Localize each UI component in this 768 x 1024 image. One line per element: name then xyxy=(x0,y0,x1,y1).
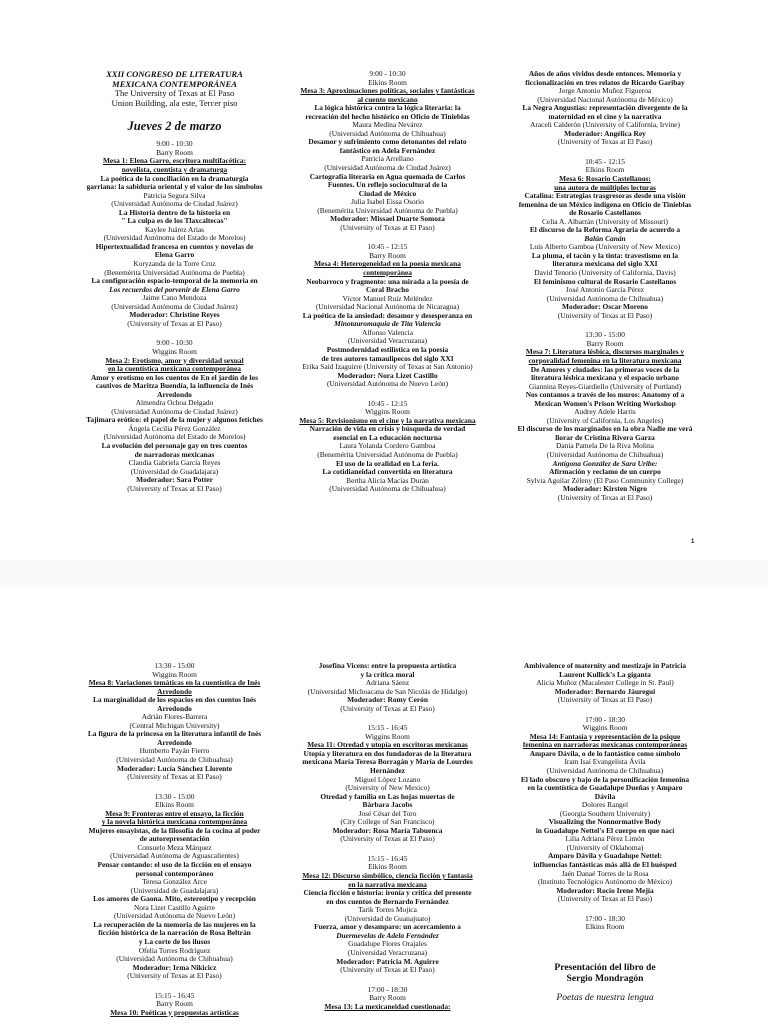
session-time: 15:15 - 16:45 xyxy=(154,990,195,1000)
paper-title: Nos contamos a través de los muros: Anatomy of a xyxy=(525,390,685,400)
session-list xyxy=(505,70,705,502)
page2-column-2 xyxy=(285,662,490,1011)
author-affiliation: Guadalupe Flores Orajales xyxy=(348,939,427,949)
session-room: Wiggins Room xyxy=(365,407,410,417)
paper-title: en la cuentística de Guadalupe Dueñas y Amparo xyxy=(527,783,683,793)
paper-title: Utopía y literatura en dos fundadoras de la literatura xyxy=(303,748,472,758)
author-affiliation: Dolores Rangel xyxy=(581,800,629,810)
session-room: Wiggins Room xyxy=(365,731,410,741)
session-block xyxy=(63,140,286,328)
author-affiliation: (Universidad Autónoma de Ciudad Juárez) xyxy=(111,406,238,416)
session-time: 9:00 - 10:30 xyxy=(156,139,193,149)
paper-title: Josefina Vicens: entre la propuesta artística xyxy=(318,661,457,670)
author-affiliation: (University of Texas at El Paso) xyxy=(340,222,435,232)
author-affiliation: (Universidad Michoacana de San Nicolás de Hidalgo) xyxy=(307,686,468,696)
paper-title: Moderador: Irma Nikicicz xyxy=(132,962,217,972)
author-affiliation: (Universidad Veracruzana) xyxy=(347,947,428,957)
session-time: 17:00 - 18:30 xyxy=(585,714,625,724)
session-title: Mesa 12: Discurso simbólico, ciencia ficción y fantasía xyxy=(302,871,473,881)
session-time: 13:30 - 15:00 xyxy=(585,330,625,340)
paper-title: Moderador: Angélica Rey xyxy=(564,128,646,138)
paper-title: Dávila xyxy=(594,791,616,801)
session-room: Barry Room xyxy=(156,999,193,1009)
author-affiliation: (Universidad Autónoma de Chihuahua) xyxy=(116,954,233,964)
author-affiliation: Lilia Adriana Pérez Limón xyxy=(565,834,645,844)
author-affiliation: Ofelia Torres Rodríguez xyxy=(138,945,211,955)
program-page-2 xyxy=(0,588,768,1024)
session-title: Mesa 5: Revisionismo en el cine y la narrativa mexicana xyxy=(299,415,476,425)
session-block xyxy=(285,662,490,713)
author-affiliation: (Universidad de Guadalajara) xyxy=(130,466,219,476)
session-room: Elkins Room xyxy=(368,862,407,872)
presentation-line2: Sergio Mondragón xyxy=(566,972,644,984)
session-time: 10:45 - 12:15 xyxy=(585,156,625,166)
author-affiliation: (Universidad Autónoma de Chihuahua) xyxy=(329,484,446,494)
venue: Union Building, ala este, Tercer piso xyxy=(111,97,238,108)
session-block xyxy=(505,716,705,904)
session-time: 15:15 - 16:45 xyxy=(367,723,408,733)
session-time: 9:00 - 10:30 xyxy=(369,69,406,78)
paper-title: Laurent Kullick's La giganta xyxy=(559,669,651,679)
author-affiliation: Kaylee Juárez Arias xyxy=(144,224,205,234)
session-time: 10:45 - 12:15 xyxy=(367,242,408,252)
page1-column-3 xyxy=(505,70,705,502)
author-affiliation: (Georgia Southern University) xyxy=(559,808,651,818)
session-title: en la narrativa mexicana xyxy=(348,879,427,889)
session-room: Barry Room xyxy=(586,338,624,348)
author-affiliation: (University of Texas at El Paso) xyxy=(127,772,222,782)
paper-title: Moderador: Christine Reyes xyxy=(129,310,220,320)
paper-title: fantástico en Adela Fernández xyxy=(339,145,436,155)
session-block xyxy=(505,915,705,932)
session-time: 17:00 - 18:30 xyxy=(585,913,625,923)
author-affiliation: (Universidad Autónoma de Chihuahua) xyxy=(546,293,664,303)
paper-title: Balún Canán xyxy=(584,233,626,243)
paper-title: Ambivalence of maternity and mestizaje in Patricia xyxy=(523,661,687,670)
session-title: Mesa 14: Fantasía y representación de la psique xyxy=(529,731,681,741)
paper-title: mexicana María Teresa Borragán y María de Lourdes xyxy=(302,757,473,767)
author-affiliation: Celia A. Albarrán (University of Missouri) xyxy=(541,216,669,226)
paper-title: Neobarroco y fragmento: una mirada a la poesía de xyxy=(306,276,469,286)
paper-title: Moderador: Bernardo Jáuregui xyxy=(554,686,656,696)
paper-title: Pensar contando: el uso de la ficción en el ensayo xyxy=(97,860,252,870)
paper-title: La Negra Angustias: representación divergente de la xyxy=(522,103,688,113)
session-room: Wiggins Room xyxy=(582,723,628,733)
session-title: en la cuentística mexicana contemporánea xyxy=(107,364,241,374)
author-affiliation: Adrián Flores-Barrera xyxy=(141,712,208,722)
session-time: 15:15 - 16:45 xyxy=(367,853,408,863)
paper-title: ficción histórica de la narración de Rosa Beltrán xyxy=(98,928,251,938)
page1-column-2 xyxy=(285,70,490,494)
author-affiliation: (Universidad Autónoma de Chihuahua) xyxy=(329,128,446,138)
paper-title: Amparo Dávila, o de lo fantástico como símbolo xyxy=(529,748,681,758)
session-time: 13:30 - 15:00 xyxy=(154,791,195,801)
paper-title: Moderador: Kirsten Nigro xyxy=(562,484,648,494)
author-affiliation: (Universidad Autónoma de Aguascalientes) xyxy=(110,851,239,861)
paper-title: de tres autores tamaulipecos del siglo XXI xyxy=(321,353,454,363)
session-title: corporalidad femenina en la literatura mexicana xyxy=(528,355,682,365)
author-affiliation: (University of Texas at El Paso) xyxy=(557,310,653,320)
author-affiliation: David Tenorio (University of California, Davis) xyxy=(534,268,676,278)
paper-title: Hipertextualidad francesa en cuentos y novelas de xyxy=(95,241,254,251)
author-affiliation: Araceli Calderón (University of California, Irvine) xyxy=(530,120,680,130)
session-time: 10:45 - 12:15 xyxy=(367,398,408,408)
session-title: Mesa 3: Aproximaciones políticas, sociales y fantásticas xyxy=(300,86,475,96)
author-affiliation: Dania Pamela De la Riva Molina xyxy=(556,441,654,451)
session-list xyxy=(63,662,286,1017)
paper-title: Elena Garro xyxy=(154,250,195,260)
paper-title: Arredondo xyxy=(157,703,192,713)
paper-title: " La culpa es de los Tlaxcaltecas" xyxy=(121,216,228,226)
author-affiliation: Koryzanda de la Torre Cruz xyxy=(133,259,216,269)
paper-title: Bárbara Jacobs xyxy=(362,800,413,810)
page1-column-1 xyxy=(63,70,286,493)
university-name: The University of Texas at El Paso xyxy=(114,88,235,99)
author-affiliation: José Antonio García Pérez xyxy=(565,285,645,295)
author-affiliation: Jaén Danaé Torres de la Rosa xyxy=(561,868,649,878)
author-affiliation: (Universidad Nacional Autónoma de Nicaragua) xyxy=(315,302,460,312)
congress-title-line2: MEXICANA CONTEMPORÁNEA xyxy=(112,78,237,89)
session-block xyxy=(505,331,705,502)
paper-title: El discurso de la Reforma Agraria de acuerdo a xyxy=(529,225,681,235)
author-affiliation: (Universidad Autónoma de Nuevo León) xyxy=(113,911,236,921)
session-title: Arredondo xyxy=(157,686,192,696)
author-affiliation: (Universidad Autónoma del Estado de Morelos) xyxy=(103,432,246,442)
paper-title: y La corte de los ilusos xyxy=(138,936,211,946)
author-affiliation: (University of Texas at El Paso) xyxy=(557,137,653,147)
author-affiliation: Audrey Adele Harris xyxy=(574,407,636,417)
author-affiliation: (City College of San Francisco) xyxy=(340,817,435,827)
session-room: Elkins Room xyxy=(585,922,625,932)
paper-title: Hernández xyxy=(370,766,405,776)
paper-title: La Historia dentro de la historia en xyxy=(118,207,231,217)
session-title: Mesa 7: Literatura lésbica, discursos marginales y xyxy=(525,347,685,357)
session-time: 17:00 - 18:30 xyxy=(367,984,408,994)
author-affiliation: Julia Isabel Eissa Osorio xyxy=(351,197,424,207)
author-affiliation: Jorge Antonio Muñoz Figueroa xyxy=(558,86,652,96)
author-affiliation: Almendra Ochoa Delgado xyxy=(135,398,214,408)
paper-title: Antígona González de Sara Uribe: xyxy=(552,458,658,468)
paper-title: Otredad y familia en Las hojas muertas de xyxy=(320,791,455,801)
congress-title-line1: XXII CONGRESO DE LITERATURA xyxy=(106,69,243,79)
paper-title: in Guadalupe Nettel's El cuerpo en que nací xyxy=(535,825,675,835)
paper-title: Moderador: Missael Duarte Somoza xyxy=(330,214,445,224)
paper-title: Cartografía literaria en Agua quemada de Carlos xyxy=(309,171,466,181)
paper-title: La recuperación de la memoria de las mujeres en la xyxy=(93,919,256,929)
session-block xyxy=(285,400,490,494)
session-time: 9:00 - 10:30 xyxy=(156,338,193,348)
author-affiliation: Víctor Manuel Ruiz Meléndez xyxy=(342,293,433,303)
paper-title: La figura de la princesa en la literatura infantil de Inés xyxy=(87,729,262,739)
paper-title: Postmodernidad estilística en la poesía xyxy=(326,344,449,354)
paper-title: Minotauromaquia de Tita Valencia xyxy=(334,319,441,329)
session-title: Mesa 11: Otredad y utopía en escritoras mexicanas xyxy=(307,740,468,750)
author-affiliation: Claudia Gabriela García Reyes xyxy=(128,458,221,468)
paper-title: recreación del hecho histórico en Oficio de Tinieblas xyxy=(305,111,470,121)
paper-title: influencias fantásticas más allá de El huésped xyxy=(533,860,677,870)
author-affiliation: (University of Texas at El Paso) xyxy=(340,834,435,844)
author-affiliation: (University of Oklahoma) xyxy=(566,842,644,852)
paper-title: Coral Bracho xyxy=(366,285,409,295)
paper-title: Mexican Women's Prison Writing Workshop xyxy=(534,398,676,408)
author-affiliation: Alfonso Valencia xyxy=(362,327,413,337)
paper-title: cautivos de Maritza Buendía, la influencia de Inés xyxy=(95,381,254,391)
author-affiliation: (Universidad Nacional Autónoma de México) xyxy=(537,94,673,104)
author-affiliation: (Universidad de Guadalajara) xyxy=(130,885,219,895)
author-affiliation: (University of Texas at El Paso) xyxy=(557,894,653,904)
page2-column-1 xyxy=(63,662,286,1017)
paper-title: de Rosario Castellanos xyxy=(569,208,641,218)
paper-title: Moderador: Romy Cerón xyxy=(347,695,428,705)
author-affiliation: (University of Texas at El Paso) xyxy=(127,318,222,328)
session-block xyxy=(285,70,490,232)
paper-title: La poética de la ansiedad: desamor y desesperanza en xyxy=(302,310,473,320)
paper-title: literatura lésbica mexicana y el espacio urbano xyxy=(531,373,679,383)
author-affiliation: (Benemérita Universidad Autónoma de Puebla) xyxy=(317,205,458,215)
author-affiliation: Luis Alberto Gamboa (University of New Mexico) xyxy=(529,242,681,252)
author-affiliation: (University of Texas at El Paso) xyxy=(127,483,222,493)
session-title: Mesa 1: Elena Garro, escritora multifacética: xyxy=(102,156,247,166)
session-room: Elkins Room xyxy=(155,800,194,810)
author-affiliation: Laura Yolanda Cordero Gamboa xyxy=(339,441,436,451)
session-room: Elkins Room xyxy=(368,77,407,87)
author-affiliation: (University of Texas at El Paso) xyxy=(340,703,435,713)
author-affiliation: (Universidad Autónoma del Estado de Morelos) xyxy=(103,233,246,243)
author-affiliation: Bertha Alicia Macías Durán xyxy=(346,475,429,485)
author-affiliation: Nora Lizet Castillo Aguirre xyxy=(133,902,216,912)
book-presentation xyxy=(505,962,705,1003)
author-affiliation: (Instituto Tecnológico Autónomo de México) xyxy=(538,877,672,887)
paper-title: y la crítica moral xyxy=(360,669,415,679)
session-room: Barry Room xyxy=(156,147,193,157)
paper-title: personal contemporáneo xyxy=(135,868,214,878)
paper-title: esencial en La educación nocturna xyxy=(333,432,442,442)
author-affiliation: (Benemérita Universidad Autónoma de Puebla) xyxy=(317,449,458,459)
paper-title: garriana: la sabiduría oriental y el valor de los símbolos xyxy=(86,182,263,192)
page-number: 1 xyxy=(691,539,695,545)
author-affiliation: Sylvia Aguilar Zéleny (El Paso Community College) xyxy=(526,475,684,485)
congress-header xyxy=(63,70,286,108)
paper-title: Los recuerdos del porvenir de Elena Garro xyxy=(109,284,240,294)
paper-title: femenina de un México indígena en Oficio de Tinieblas xyxy=(518,199,692,209)
paper-title: Fuerza, amor y desamparo: un acercamiento a xyxy=(314,922,461,932)
paper-title: La lógica histórica contra la lógica literaria: la xyxy=(314,103,461,113)
author-affiliation: Ángela Cecilia Pérez González xyxy=(128,423,221,433)
author-affiliation: (Central Michigan University) xyxy=(129,720,220,730)
session-room: Barry Room xyxy=(369,250,406,260)
paper-title: Arredondo xyxy=(157,389,192,399)
paper-title: Moderador: Nora Lizet Castillo xyxy=(337,370,438,380)
session-time: 13:30 - 15:00 xyxy=(154,661,195,670)
author-affiliation: Iram Isaí Evangelista Ávila xyxy=(564,757,646,767)
session-title: Mesa 8: Variaciones temáticas en la cuentística de Inés xyxy=(88,678,261,688)
author-affiliation: Jaime Cano Mendoza xyxy=(142,293,207,303)
paper-title: Moderador: Oscar Moreno xyxy=(562,302,648,312)
session-title: una autora de múltiples lecturas xyxy=(554,182,656,192)
author-affiliation: Tarik Torres Mojica xyxy=(358,905,417,915)
author-affiliation: (Universidad Autónoma de Ciudad Juárez) xyxy=(111,199,238,209)
session-room: Elkins Room xyxy=(585,165,625,175)
paper-title: Moderador: Rosa María Tabuenca xyxy=(332,825,443,835)
paper-title: Amor y erotismo en los cuentos de En el jardín de los xyxy=(90,372,259,382)
paper-title: Ciencia ficción e historia: ironía y crítica del presente xyxy=(303,888,472,898)
session-room: Wiggins Room xyxy=(152,669,197,679)
paper-title: de narradoras mexicanas xyxy=(134,449,215,459)
session-title: Mesa 6: Rosario Castellanos: xyxy=(559,174,651,184)
paper-title: Desamor y sufrimiento como detonantes del relato xyxy=(308,137,467,147)
session-title: contemporánea xyxy=(363,268,412,278)
session-block xyxy=(63,793,286,981)
session-block xyxy=(285,855,490,975)
session-title: femenina en narradoras mexicanas contemporáneas xyxy=(522,740,688,750)
paper-title: La evolución del personaje gay en tres cuentos xyxy=(101,440,248,450)
paper-title: Duermevelas de Adela Fernández xyxy=(336,930,439,940)
author-affiliation: (University of Texas at El Paso) xyxy=(127,971,222,981)
paper-title: Visualizing the Nonnormative Body xyxy=(548,817,662,827)
session-list xyxy=(285,662,490,1011)
author-affiliation: Giannina Reyes-Giardiello (University of Portland) xyxy=(528,381,682,391)
paper-title: maternidad en el cine y la narrativa xyxy=(548,111,662,121)
presentation-book-title: Poetas de nuestra lengua xyxy=(556,991,654,1003)
session-room: Wiggins Room xyxy=(152,346,197,356)
session-block xyxy=(285,986,490,1012)
paper-title: Moderador: Sara Potter xyxy=(136,475,213,485)
author-affiliation: Teresa González Arce xyxy=(142,877,207,887)
session-block xyxy=(505,662,705,705)
session-title: al cuento mexicano xyxy=(357,94,418,104)
author-affiliation: (University of California, Los Angeles) xyxy=(546,415,664,425)
author-affiliation: Erika Said Izaguirre (University of Texas at San Antonio) xyxy=(302,362,473,372)
presentation-line1: Presentación del libro de xyxy=(554,961,656,973)
paper-title: La poética de la conciliación en la dramaturgia xyxy=(100,173,249,183)
paper-title: La configuración espacio-temporal de la memoria en xyxy=(91,276,258,286)
session-list xyxy=(505,662,705,932)
paper-title: Ciudad de México xyxy=(358,188,417,198)
paper-title: Afirmación y reclamo de un cuerpo xyxy=(549,467,661,477)
paper-title: Moderador: Rocío Irene Mejía xyxy=(556,885,654,895)
session-block xyxy=(63,339,286,493)
paper-title: Mujeres ensayistas, de la filosofía de la cocina al poder xyxy=(88,825,261,835)
author-affiliation: (Universidad Autónoma de Chihuahua) xyxy=(546,766,664,776)
paper-title: llorar de Cristina Rivera Garza xyxy=(555,432,655,442)
date-heading: Jueves 2 de marzo xyxy=(127,119,222,134)
session-title: novelista, cuentista y dramaturga xyxy=(121,165,228,175)
paper-title: ficcionalización en tres relatos de Ricardo Garibay xyxy=(525,77,685,87)
author-affiliation: (Universidad Veracruzana) xyxy=(347,336,428,346)
session-list xyxy=(63,140,286,493)
author-affiliation: (Universidad Autónoma de Ciudad Juárez) xyxy=(111,301,238,311)
paper-title: Moderador: Lucía Sánchez Llorente xyxy=(116,763,233,773)
session-block xyxy=(505,70,705,147)
author-affiliation: (Universidad Autónoma de Nuevo León) xyxy=(326,379,449,389)
paper-title: Años de años vividos desde entonces. Memoria y xyxy=(528,69,682,78)
author-affiliation: Alicia Muñoz (Macalester College in St. Paul) xyxy=(536,678,674,688)
session-title: Mesa 2: Erotismo, amor y diversidad sexual xyxy=(105,355,244,365)
author-affiliation: (University of Texas at El Paso) xyxy=(557,695,653,705)
author-affiliation: (University of Texas at El Paso) xyxy=(340,965,435,975)
page-gap xyxy=(0,560,768,588)
paper-title: Catalina: Estrategias trasgresoras desde una visión xyxy=(524,191,686,201)
session-block xyxy=(63,662,286,782)
paper-title: La cotidianeidad convertida en literatura xyxy=(322,467,453,477)
session-title: Mesa 9: Fronteras entre el ensayo, la ficción xyxy=(105,808,244,818)
session-block xyxy=(285,243,490,388)
paper-title: El uso de la oralidad en La feria. xyxy=(335,458,440,468)
session-room: Barry Room xyxy=(369,993,406,1003)
session-title: Mesa 13: La mexicaneidad cuestionada: xyxy=(324,1001,451,1011)
session-block xyxy=(505,158,705,320)
paper-title: Arredondo xyxy=(157,737,192,747)
paper-title: Narración de vida en crisis y búsqueda de verdad xyxy=(309,424,466,434)
paper-title: Tajimara erótico: el papel de la mujer y algunos fetiches xyxy=(86,415,263,425)
paper-title: en dos cuentos de Bernardo Fernández xyxy=(326,896,449,906)
author-affiliation: Maura Medina Nevárez xyxy=(352,120,423,130)
author-affiliation: (University of New Mexico) xyxy=(345,783,430,793)
paper-title: De Amores y ciudades: las primeras voces de la xyxy=(530,364,680,374)
author-affiliation: (Universidad Autónoma de Ciudad Juárez) xyxy=(324,163,451,173)
author-affiliation: Adriana Sáenz xyxy=(365,678,410,688)
author-affiliation: Patricia Segura Silva xyxy=(143,190,206,200)
session-title: Mesa 4: Heterogeneidad en la poesía mexicana xyxy=(314,259,461,269)
paper-title: El discurso de los marginados en la obra Nadie me verá xyxy=(517,424,693,434)
paper-title: Moderador: Patricia M. Aguirre xyxy=(336,956,439,966)
paper-title: Fuentes. Un reflejo sociocultural de la xyxy=(327,180,448,190)
paper-title: La marginalidad de los espacios en dos cuentos Inés xyxy=(92,695,257,705)
session-list xyxy=(285,70,490,494)
paper-title: El feminismo cultural de Rosario Castellanos xyxy=(533,276,677,286)
paper-title: El lado obscuro y bajo de la personificación femenina xyxy=(520,774,690,784)
session-block xyxy=(63,992,286,1018)
paper-title: literatura mexicana del siglo XXI xyxy=(552,259,658,269)
session-title: Mesa 10: Poéticas y propuestas artísticas xyxy=(110,1007,239,1017)
author-affiliation: José César del Toro xyxy=(358,808,417,818)
author-affiliation: (Benemérita Universidad Autónoma de Puebla) xyxy=(104,267,245,277)
author-affiliation: (Universidad Autónoma de Chihuahua) xyxy=(116,755,233,765)
author-affiliation: Miguel López Lozano xyxy=(354,774,421,784)
author-affiliation: Patricia Arrellano xyxy=(361,154,414,164)
author-affiliation: Consuelo Meza Márquez xyxy=(137,842,212,852)
session-title: y la novela histórica mexicana contemporánea xyxy=(101,817,248,827)
paper-title: de autorepresentación xyxy=(139,834,210,844)
page2-column-3 xyxy=(505,662,705,1003)
author-affiliation: Humberto Payán Fierro xyxy=(139,746,210,756)
author-affiliation: (Universidad Autónoma de Chihuahua) xyxy=(546,449,664,459)
paper-title: Los amores de Gaona. Mito, estereotipo y recepción xyxy=(93,894,256,904)
paper-title: La pluma, el tacón y la tinta: travestismo en la xyxy=(531,250,679,260)
author-affiliation: (Universidad de Guanajuato) xyxy=(344,913,431,923)
paper-title: Amparo Dávila y Guadalupe Nettel: xyxy=(547,851,662,861)
author-affiliation: (University of Texas at El Paso) xyxy=(557,492,653,502)
session-block xyxy=(285,724,490,844)
